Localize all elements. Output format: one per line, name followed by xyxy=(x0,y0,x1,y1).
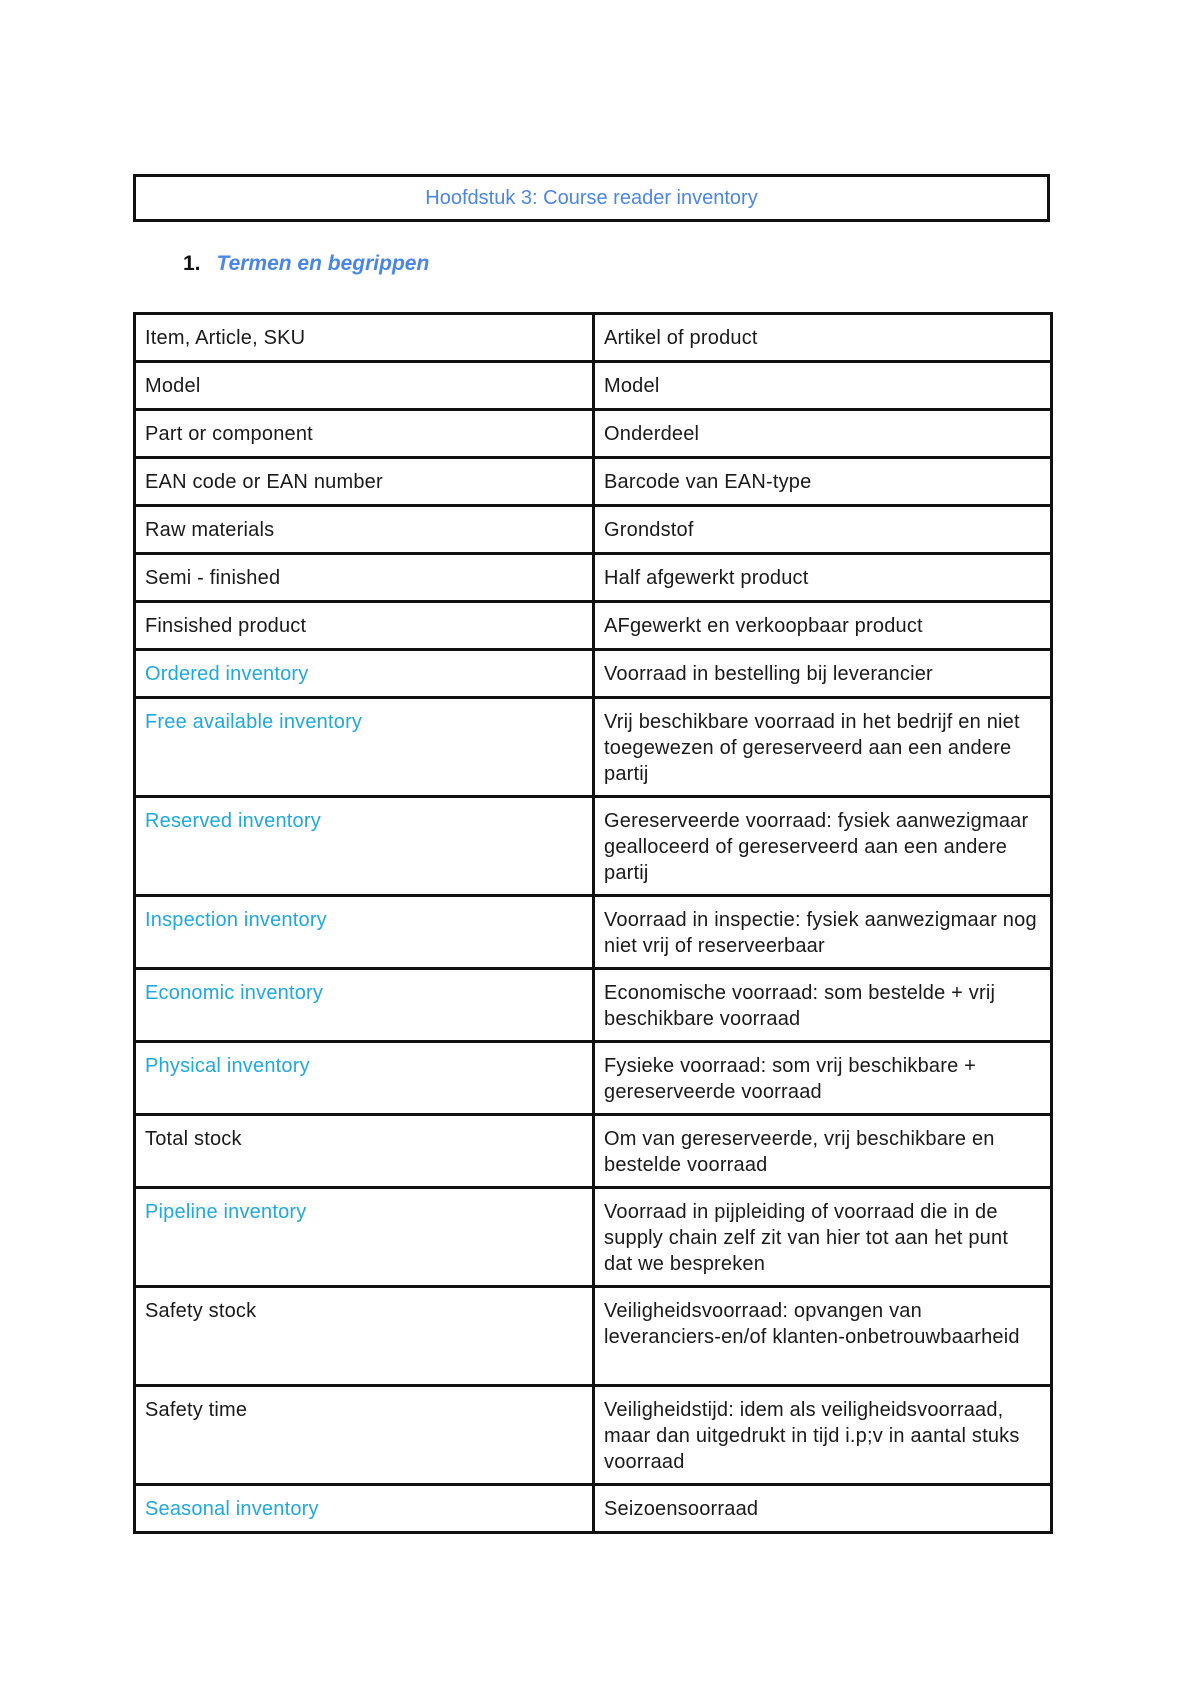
definition-cell: Fysieke voorraad: som vrij beschikbare + gereserveerde voorraad xyxy=(594,1042,1052,1115)
definition-cell: Half afgewerkt product xyxy=(594,554,1052,602)
table-row xyxy=(135,506,1052,554)
term-cell: Safety stock xyxy=(135,1287,594,1386)
section-title: Termen en begrippen xyxy=(216,252,430,275)
definition-cell: Grondstof xyxy=(594,506,1052,554)
table-row xyxy=(135,458,1052,506)
term-cell: Reserved inventory xyxy=(135,797,594,896)
definition-cell: Barcode van EAN-type xyxy=(594,458,1052,506)
definition-cell: Gereserveerde voorraad: fysiek aanwezigmaar gealloceerd of gereserveerd aan een andere partij xyxy=(594,797,1052,896)
term-cell: Part or component xyxy=(135,410,594,458)
table-row xyxy=(135,554,1052,602)
term-cell: Free available inventory xyxy=(135,698,594,797)
terms-table xyxy=(133,312,1053,1534)
table-row xyxy=(135,1287,1052,1386)
table-row xyxy=(135,602,1052,650)
table-row xyxy=(135,650,1052,698)
definition-cell: Seizoensoorraad xyxy=(594,1485,1052,1533)
table-row xyxy=(135,1386,1052,1485)
definition-cell: Veiligheidsvoorraad: opvangen van leveranciers-en/of klanten-onbetrouwbaarheid xyxy=(594,1287,1052,1386)
term-cell: EAN code or EAN number xyxy=(135,458,594,506)
table-row xyxy=(135,1042,1052,1115)
table-row xyxy=(135,969,1052,1042)
table-row xyxy=(135,896,1052,969)
table-row xyxy=(135,314,1052,362)
definition-cell: Model xyxy=(594,362,1052,410)
term-cell: Raw materials xyxy=(135,506,594,554)
definition-cell: Artikel of product xyxy=(594,314,1052,362)
definition-cell: Voorraad in bestelling bij leverancier xyxy=(594,650,1052,698)
definition-cell: Veiligheidstijd: idem als veiligheidsvoorraad, maar dan uitgedrukt in tijd i.p;v in aantal stuks voorraad xyxy=(594,1386,1052,1485)
term-cell: Economic inventory xyxy=(135,969,594,1042)
term-cell: Semi - finished xyxy=(135,554,594,602)
definition-cell: Onderdeel xyxy=(594,410,1052,458)
table-row xyxy=(135,1188,1052,1287)
document-title-box xyxy=(133,174,1050,222)
definition-cell: Economische voorraad: som bestelde + vrij beschikbare voorraad xyxy=(594,969,1052,1042)
term-cell: Total stock xyxy=(135,1115,594,1188)
table-row xyxy=(135,1485,1052,1533)
definition-cell: Vrij beschikbare voorraad in het bedrijf en niet toegewezen of gereserveerd aan een andere partij xyxy=(594,698,1052,797)
term-cell: Safety time xyxy=(135,1386,594,1485)
term-cell: Item, Article, SKU xyxy=(135,314,594,362)
term-cell: Inspection inventory xyxy=(135,896,594,969)
definition-cell: Voorraad in inspectie: fysiek aanwezigmaar nog niet vrij of reserveerbaar xyxy=(594,896,1052,969)
document-title: Hoofdstuk 3: Course reader inventory xyxy=(425,186,758,209)
table-row xyxy=(135,698,1052,797)
definition-cell: AFgewerkt en verkoopbaar product xyxy=(594,602,1052,650)
term-cell: Model xyxy=(135,362,594,410)
table-row xyxy=(135,362,1052,410)
definition-cell: Voorraad in pijpleiding of voorraad die in de supply chain zelf zit van hier tot aan het punt dat we bespreken xyxy=(594,1188,1052,1287)
term-cell: Seasonal inventory xyxy=(135,1485,594,1533)
section-heading xyxy=(183,252,429,276)
table-row xyxy=(135,410,1052,458)
section-number: 1. xyxy=(183,252,201,275)
table-row xyxy=(135,1115,1052,1188)
term-cell: Pipeline inventory xyxy=(135,1188,594,1287)
table-row xyxy=(135,797,1052,896)
term-cell: Ordered inventory xyxy=(135,650,594,698)
definition-cell: Om van gereserveerde, vrij beschikbare en bestelde voorraad xyxy=(594,1115,1052,1188)
term-cell: Finsished product xyxy=(135,602,594,650)
term-cell: Physical inventory xyxy=(135,1042,594,1115)
